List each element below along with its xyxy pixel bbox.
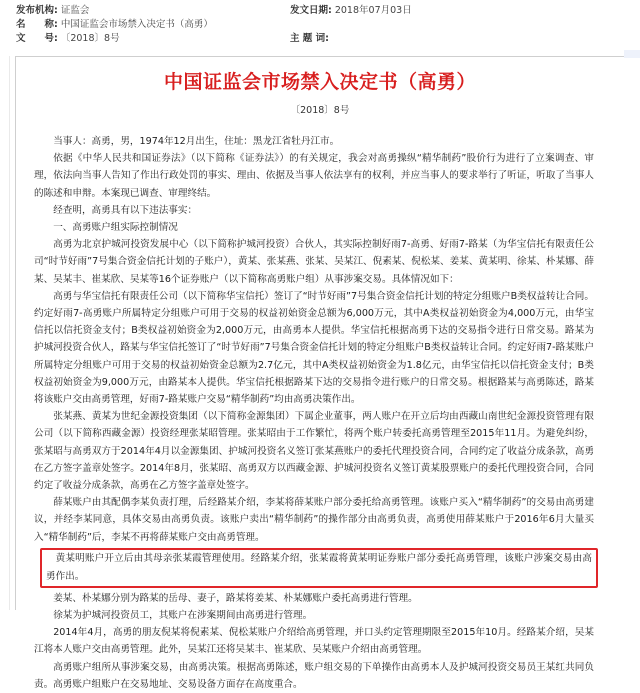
highlighted-paragraph-box <box>40 548 598 588</box>
docno-field <box>16 32 120 46</box>
date-value: 2018年07月03日 <box>334 5 412 16</box>
document-body <box>34 133 594 693</box>
keywords-field <box>290 32 329 46</box>
paragraph-findings-intro: 经查明，高勇具有以下违法事实： <box>53 204 198 216</box>
paragraph-jiang-piao: 姜某、朴某娜分别为路某的岳母、妻子，路某将姜某、朴某娜账户委托高勇进行管理。 <box>53 592 418 604</box>
publisher-value: 证监会 <box>60 5 90 16</box>
paragraph-jinyuan: 张某燕、黄某为世纪金源投资集团（以下简称金源集团）下属企业董事，两人账户在开立后均由西藏山南世纪金源投资管理有限公司（以下简称西藏金源）投资经理张某昭管理。张某昭由于工作繁忙，将两个账户转委托高勇管理至2015年11月。为避免纠纷，张某昭与高勇双方于2014年4月以金源集团、护城河投资名义签订张某燕账户的委托代理投资合同，合同约定了收益分成条款，高勇在乙方签字盖章处签字。2014年8月，张某昭、高勇双方以西藏金源、护城河投资名义签订黄某股票账户的委托代理投资合同，合同约定了收益分成条款，高勇在乙方签字盖章处签字。 <box>34 411 594 492</box>
paragraph-huabao-trust: 高勇与华宝信托有限责任公司（以下简称华宝信托）签订了“时节好雨”7号集合资金信托计划的特定分组账户B类权益转让合同。约定好雨7-高勇账户所属特定分组账户可用于交易的权益初始资金总额为6,000万元，其中A类权益初始资金为4,000万元，由华宝信托以信托资金支付；B类权益初始资金为2,000万元，由高勇本人提供。华宝信托根据高勇下达的交易指令进行日常交易。路某为护城河投资合伙人，路某与华宝信托签订了“时节好雨”7号集合资金信托计划的特定分组账户B类权益转让合同。约定好雨7-路某账户所属特定分组账户可用于交易的权益初始资金总额为2.7亿元，其中A类权益初始资金为1.8亿元，由华宝信托以信托资金支付；B类权益初始资金为9,000万元，由路某本人提供。华宝信托根据路某下达的交易指令进行账户的日常交易。根据路某与高勇陈述，路某将该账户交由高勇管理，好雨7-路某账户交易“精华制药”均由高勇决策作出。 <box>34 290 594 406</box>
date-field <box>290 4 412 18</box>
document-title: 中国证监会市场禁入决定书（高勇） <box>163 71 476 93</box>
name-value: 中国证监会市场禁入决定书（高勇） <box>60 19 213 30</box>
date-label: 发文日期: <box>290 5 332 16</box>
publisher-field <box>16 4 89 18</box>
paragraph-xue-account: 薛某账户由其配偶李某负责打理，后经路某介绍，李某将薛某账户部分委托给高勇管理。该账户买入“精华制药”的交易由高勇建议，并经李某同意，具体交易由高勇负责。该账户卖出“精华制药”的操作部分由高勇负责，高勇使用薛某账户于2016年6月大量买入“精华制药”后，李某不再将薛某账户交由高勇管理。 <box>34 497 594 543</box>
left-gutter-line <box>9 56 10 610</box>
docno-value: 〔2018〕8号 <box>60 33 120 44</box>
name-label: 名 称: <box>16 19 58 30</box>
keywords-label: 主 题 词: <box>290 33 329 44</box>
section-heading-1: 一、高勇账户组实际控制情况 <box>53 222 178 234</box>
name-field <box>16 18 213 32</box>
corner-tab <box>624 50 640 58</box>
paragraph-huang-ming-account: 黄某明账户开立后由其母亲张某霞管理使用。经路某介绍，张某霞将黄某明证券账户部分委托高勇管理，该账户涉案交易由高勇作出。 <box>46 552 592 582</box>
paragraph-basis: 依据《中华人民共和国证券法》（以下简称《证券法》）的有关规定，我会对高勇操纵“精华制药”股价行为进行了立案调查、审理，依法向当事人告知了作出行政处罚的事实、理由、依据及当事人依法享有的权利，并应当事人的要求举行了听证，听取了当事人的陈述和申辩。本案现已调查、审理终结。 <box>34 153 594 199</box>
publisher-label: 发布机构: <box>16 5 58 16</box>
paragraph-account-group: 高勇为北京护城河投资发展中心（以下简称护城河投资）合伙人，其实际控制好雨7-高勇、好雨7-路某（为华宝信托有限责任公司“时节好雨”7号集合资金信托计划的子账户），黄某、张某燕、张某、吴某江、倪素某、倪松某、姜某、黄某明、徐某、朴某娜、薛某、吴某丰、崔某欣、吴某等16个证券账户（以下简称高勇账户组）从事涉案交易。具体情况如下： <box>34 239 594 285</box>
document-metadata-header <box>0 0 640 48</box>
paragraph-decision-making: 高勇账户组所从事涉案交易，由高勇决策。根据高勇陈述，账户组交易的下单操作由高勇本人及护城河投资交易员王某红共同负责。高勇账户组账户在交易地址、交易设备方面存在高度重合。 <box>34 661 594 690</box>
document-number: 〔2018〕8号 <box>290 105 350 116</box>
paragraph-ni-wu-accounts: 2014年4月，高勇的朋友倪某将倪素某、倪松某账户介绍给高勇管理，并口头约定管理期限至2015年10月。经路某介绍，吴某江将本人账户交由高勇管理。此外，吴某江还将吴某丰、崔某欣、吴某账户介绍由高勇管理。 <box>34 627 594 656</box>
paragraph-xu-account: 徐某为护城河投资员工，其账户在涉案期间由高勇进行管理。 <box>53 610 313 622</box>
docno-label: 文 号: <box>16 33 58 44</box>
paragraph-party: 当事人：高勇，男，1974年12月出生，住址：黑龙江省牡丹江市。 <box>53 136 340 147</box>
